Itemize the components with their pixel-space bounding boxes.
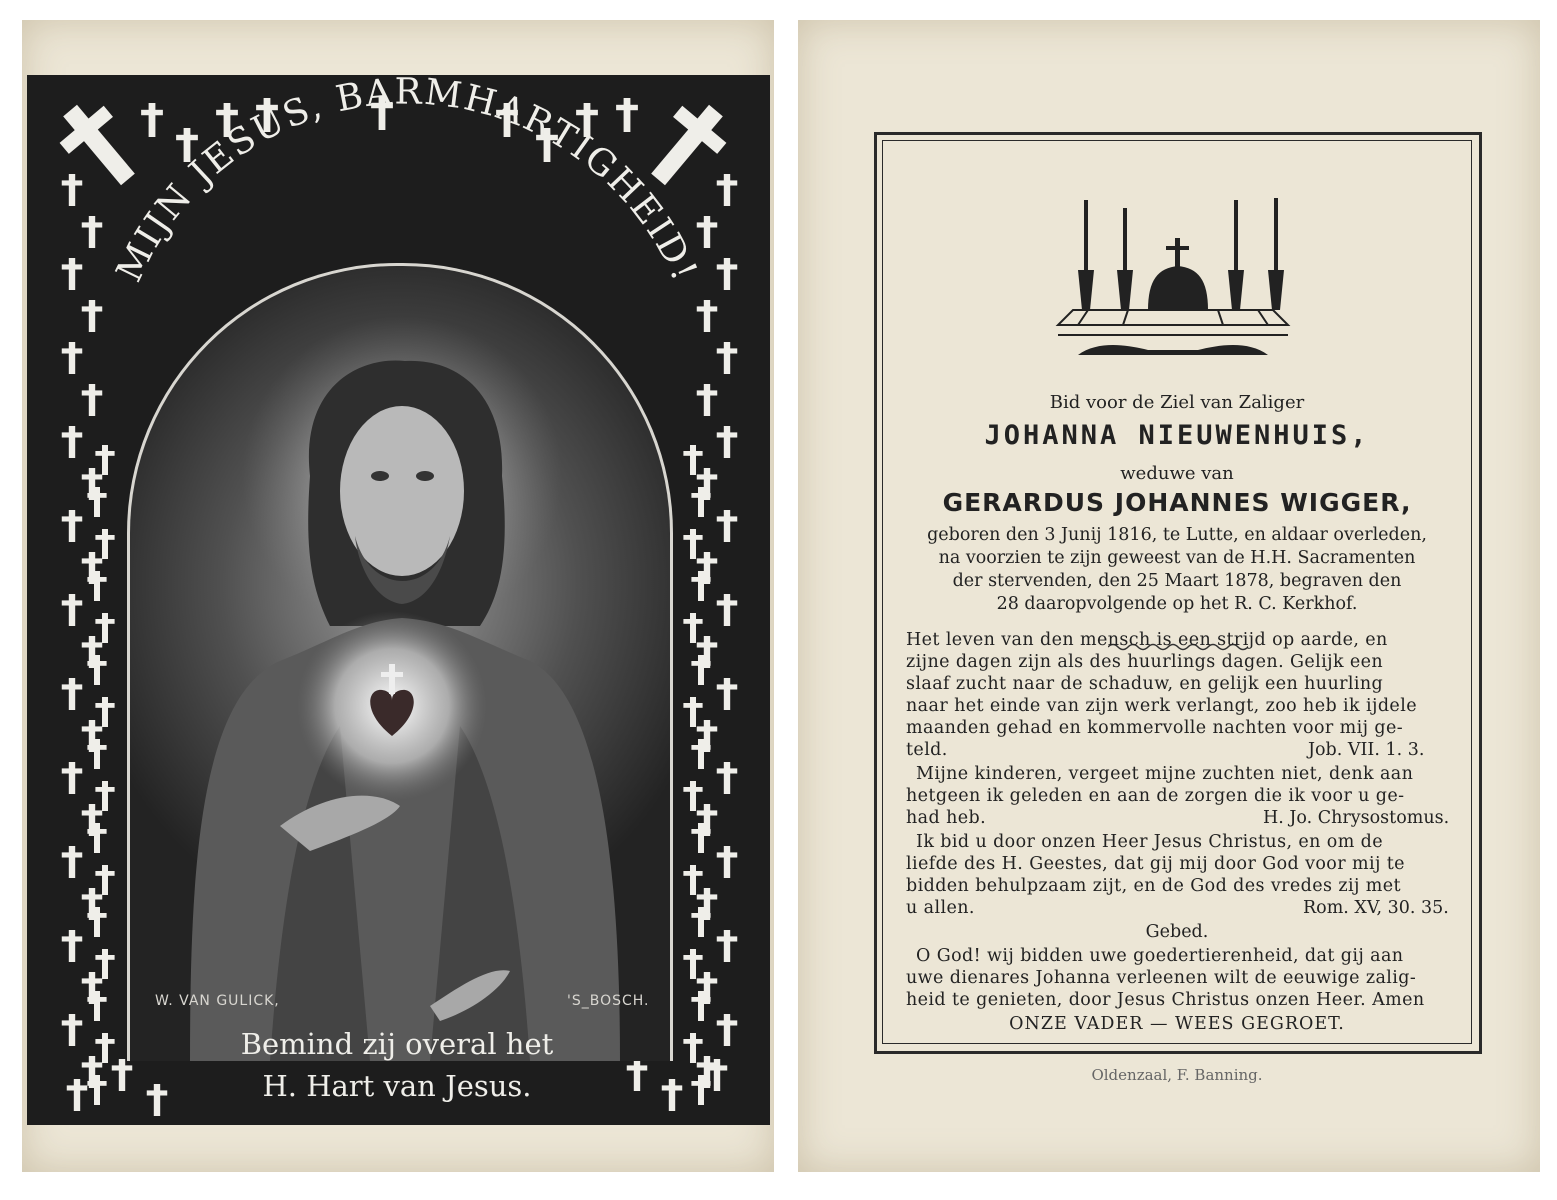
quote-line: Het leven van den mensch is een strijd op aarde, en xyxy=(906,630,1388,650)
arc-title-text: MIJN JESUS, BARMHARTIGHEID! xyxy=(108,75,706,289)
quote-source: Job. VII. 1. 3. xyxy=(1308,740,1425,760)
prayer-line: O God! wij bidden uwe goedertierenheid, dat gij aan xyxy=(916,946,1404,966)
black-border-panel xyxy=(27,75,770,1125)
cross-icon xyxy=(683,949,702,979)
prayer-line: heid te genieten, door Jesus Christus onzen Heer. Amen xyxy=(906,990,1425,1010)
printer-credit: Oldenzaal, F. Banning. xyxy=(1091,1066,1263,1084)
cross-icon xyxy=(683,697,702,727)
cross-icon xyxy=(95,529,114,559)
closing-prayers: ONZE VADER — WEES GEGROET. xyxy=(1009,1014,1345,1034)
quote-line: hetgeen ik geleden en aan de zorgen die ik voor u ge- xyxy=(906,786,1405,806)
cross-icon xyxy=(62,594,82,626)
caption-line-2: H. Hart van Jesus. xyxy=(262,1069,532,1103)
quote-line: u allen. xyxy=(906,898,975,918)
cross-icon xyxy=(683,1033,702,1063)
cross-icon xyxy=(95,781,114,811)
quote-line: naar het einde van zijn werk verlangt, zoo heb ik ijdele xyxy=(906,696,1417,716)
cross-icon xyxy=(62,1014,82,1046)
cross-icon xyxy=(62,762,82,794)
prayer-heading: Gebed. xyxy=(1145,922,1209,942)
quote-line: zijne dagen zijn als des huurlings dagen. Gelijk een xyxy=(906,652,1384,672)
cross-icon xyxy=(717,678,737,710)
biography-line: na voorzien te zijn geweest van de H.H. Sacramenten xyxy=(938,548,1416,568)
cross-icon xyxy=(717,510,737,542)
quote-source: Rom. XV, 30. 35. xyxy=(1303,898,1449,918)
quote-line: slaaf zucht naar de schaduw, en gelijk een huurling xyxy=(906,674,1384,694)
cross-icon xyxy=(62,930,82,962)
quote-source: H. Jo. Chrysostomus. xyxy=(1263,808,1450,828)
cross-icon xyxy=(147,1084,167,1116)
quote-line: had heb. xyxy=(906,808,987,828)
prayer-line: uwe dienares Johanna verleenen wilt de eeuwige zalig- xyxy=(906,968,1417,988)
cross-icon xyxy=(627,1059,647,1091)
cross-icon xyxy=(717,762,737,794)
quote-line: bidden behulpzaam zijt, en de God des vredes zij met xyxy=(906,876,1401,896)
quote-line: liefde des H. Geestes, dat gij mij door God voor mij te xyxy=(906,854,1405,874)
cross-icon xyxy=(683,865,702,895)
cross-icon xyxy=(717,846,737,878)
caption-line-1: Bemind zij overal het xyxy=(240,1027,554,1061)
biography-line: geboren den 3 Junij 1816, te Lutte, en aldaar overleden, xyxy=(927,525,1427,545)
cross-icon xyxy=(62,510,82,542)
cross-icon xyxy=(717,930,737,962)
back-card xyxy=(798,20,1540,1172)
cross-icon xyxy=(717,594,737,626)
engraver-city: 'S_BOSCH. xyxy=(567,993,650,1009)
cross-icon xyxy=(67,1079,87,1111)
deceased-name: JOHANNA NIEUWENHUIS, xyxy=(984,420,1370,451)
widow-of-line: weduwe van xyxy=(1120,463,1234,484)
quote-line: maanden gehad en kommervolle nachten voor mij ge- xyxy=(906,718,1404,738)
cross-icon xyxy=(683,781,702,811)
cross-icon xyxy=(95,613,114,643)
cross-icon xyxy=(683,529,702,559)
cross-icon xyxy=(95,1033,114,1063)
quote-line: Mijne kinderen, vergeet mijne zuchten niet, denk aan xyxy=(916,764,1414,784)
cross-icon xyxy=(62,846,82,878)
svg-text:MIJN JESUS, BARMHARTIGHEID! xyxy=(109,75,705,288)
quote-line: Ik bid u door onzen Heer Jesus Christus, en om de xyxy=(916,832,1384,852)
husband-name: GERARDUS JOHANNES WIGGER, xyxy=(942,488,1412,517)
cross-icon xyxy=(62,678,82,710)
cross-icon xyxy=(95,949,114,979)
cross-icon xyxy=(112,1059,132,1091)
biography-line: 28 daaropvolgende op het R. C. Kerkhof. xyxy=(996,594,1358,614)
cross-icon xyxy=(683,613,702,643)
biography-line: der stervenden, den 25 Maart 1878, begraven den xyxy=(952,571,1402,591)
arc-title xyxy=(27,75,770,495)
engraver-credit: W. VAN GULICK, xyxy=(155,993,280,1009)
quote-line: teld. xyxy=(906,740,948,760)
cross-icon xyxy=(95,865,114,895)
cross-icon xyxy=(717,1014,737,1046)
altar-with-candles-icon xyxy=(1048,170,1298,360)
cross-icon xyxy=(662,1079,682,1111)
front-card xyxy=(22,20,774,1172)
cross-icon xyxy=(95,697,114,727)
intro-line: Bid voor de Ziel van Zaliger xyxy=(1049,392,1305,413)
